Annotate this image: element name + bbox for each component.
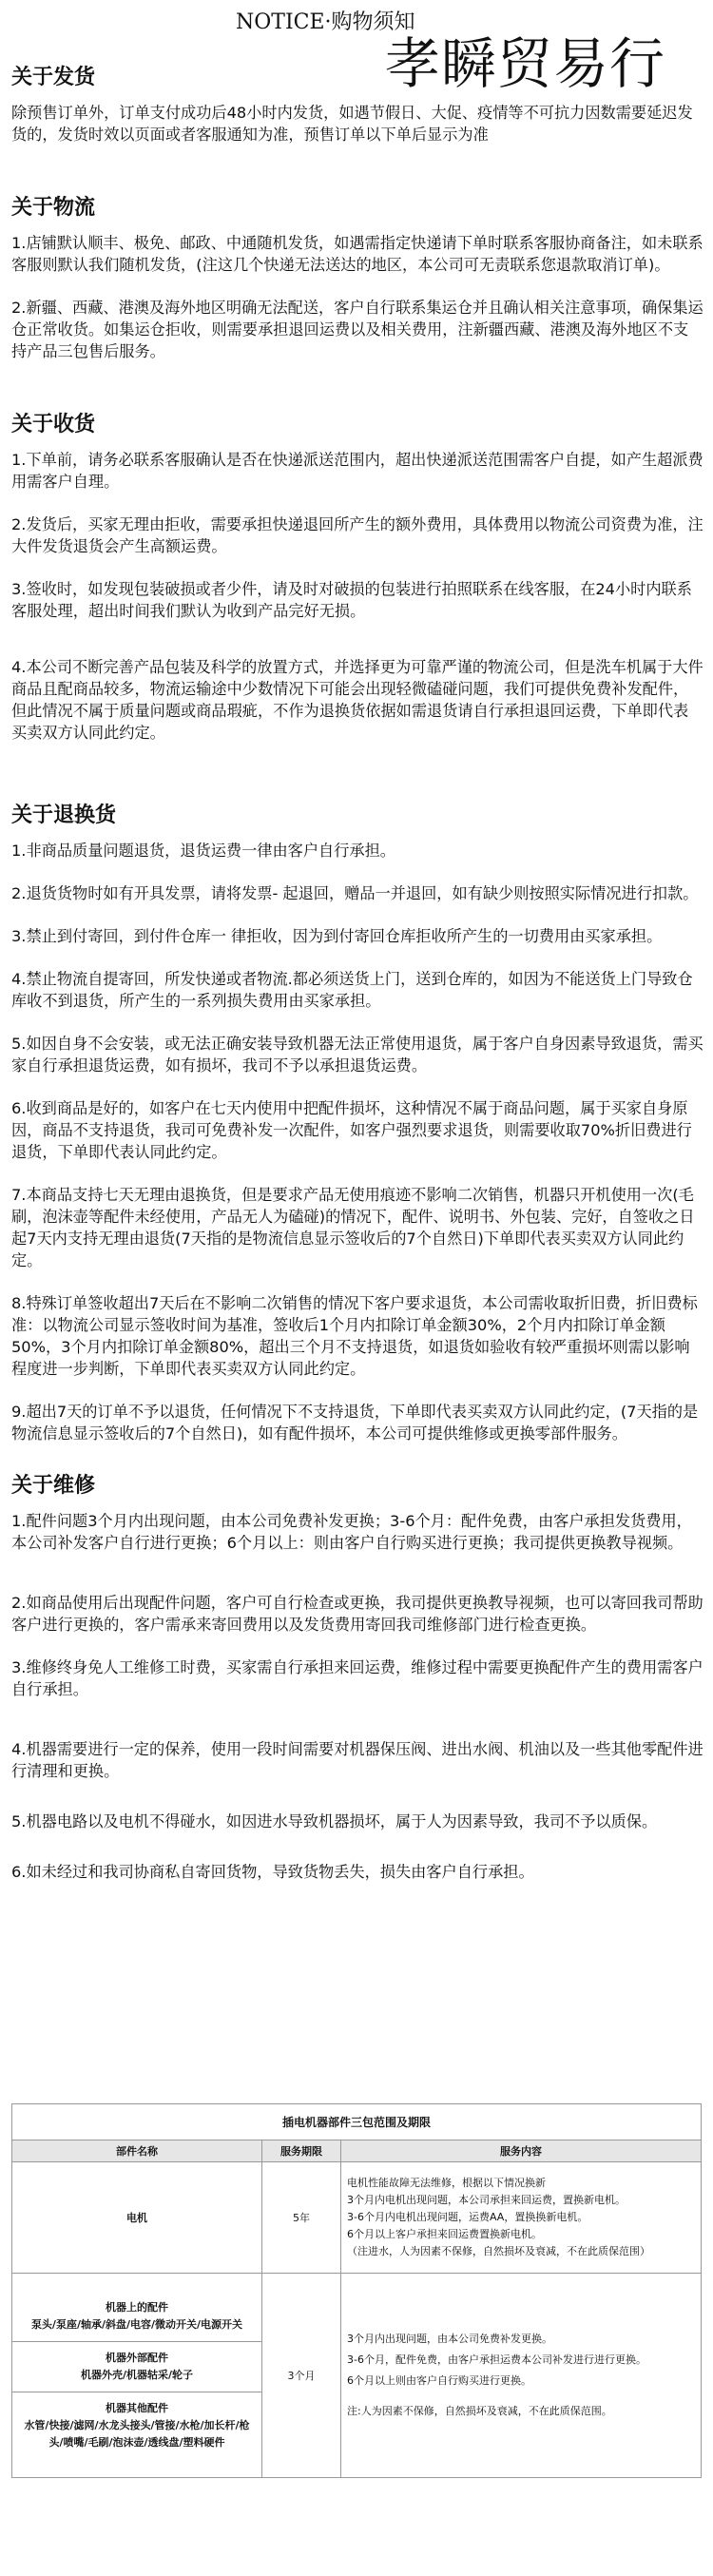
section-title-returns: 关于退换货 xyxy=(11,804,117,827)
parts-line: 6个月以上则由客户自行购买进行更换。 xyxy=(347,2374,531,2387)
brand-watermark: 孝瞬贸易行 xyxy=(385,31,666,96)
receiving-paragraph-3: 3.签收时，如发现包装破损或者少件，请及时对破损的包装进行拍照联系在线客服，在24小时内联系客服处理，超出时间我们默认为收到产品完好无损。 xyxy=(11,580,692,620)
returns-paragraph-7: 7.本商品支持七天无理由退换货，但是要求产品无使用痕迹不影响二次销售，机器只开机使用一次(毛刷，泡沫壶等配件未经使用，产品无人为磕碰)的情况下，配件、说明书、外包装、完好，自签收之日起7天内支持无理由退货(7天指的是物流信息显示签收后的7个自然日)下单即代表买卖双方认同此约定。 xyxy=(11,1186,695,1269)
group-title: 机器其他配件 xyxy=(106,2402,168,2414)
group-items: 泵头/泵座/轴承/斜盘/电容/微动开关/电源开关 xyxy=(30,2318,243,2331)
logistics-paragraph-2: 2.新疆、西藏、港澳及海外地区明确无法配送，客户自行联系集运仓并且确认相关注意事项，确保集运仓正常收货。如集运仓拒收，则需要承担退回运费以及相关费用，注新疆西藏、港澳及海外地区不支持产品三包售后服务。 xyxy=(11,299,703,360)
table-row xyxy=(12,2274,702,2478)
group-items: 机器外壳/机器轱采/轮子 xyxy=(80,2369,194,2381)
section-title-shipping: 关于发货 xyxy=(11,66,96,89)
repair-paragraph-1: 1.配件问题3个月内出现问题，由本公司免费补发更换；3-6个月：配件免费，由客户承担发货费用，本公司补发客户自行进行更换；6个月以上：则由客户自行购买进行更换；我司提供更换教导视频。 xyxy=(11,1512,692,1552)
parts-line: 3-6个月，配件免费，由客户承担运费本公司补发进行进行更换。 xyxy=(347,2353,646,2366)
repair-paragraph-3: 3.维修终身免人工维修工时费，买家需自行承担来回运费，维修过程中需要更换配件产生的费用需客户自行承担。 xyxy=(11,1658,703,1698)
notice-title: NOTICE·购物须知 xyxy=(236,10,415,34)
repair-paragraph-6: 6.如未经过和我司协商私自寄回货物，导致货物丢失，损失由客户自行承担。 xyxy=(11,1863,534,1881)
motor-line: 3-6个月内电机出现问题，运费AA，置换换新电机。 xyxy=(347,2211,588,2223)
repair-paragraph-4: 4.机器需要进行一定的保养，使用一段时间需要对机器保压阀、进出水阀、机油以及一些其他零配件进行清理和更换。 xyxy=(11,1740,703,1780)
parts-groups-cell xyxy=(12,2274,262,2478)
returns-paragraph-9: 9.超出7天的订单不予以退货，任何情况下不支持退货，下单即代表买卖双方认同此约定，(7天指的是物流信息显示签收后的7个自然日)，如有配件损坏，本公司可提供维修或更换零部件服务。 xyxy=(11,1403,699,1443)
group-title: 机器上的配件 xyxy=(106,2301,168,2314)
returns-paragraph-5: 5.如因自身不会安装，或无法正确安装导致机器无法正常使用退货，属于客户自身因素导致退货，需买家自行承担退货运费，如有损坏，我司不予以承担退货运费。 xyxy=(11,1035,703,1075)
motor-line: （注进水，人为因素不保修，自然损坏及衰减，不在此质保范围） xyxy=(347,2245,650,2257)
repair-paragraph-2: 2.如商品使用后出现配件问题，客户可自行检查或更换，我司提供更换教导视频，也可以寄回我司帮助客户进行更换的，客户需承来寄回费用以及发货费用寄回我司维修部门进行检查更换。 xyxy=(11,1594,703,1634)
parts-line: 注:人为因素不保修，自然损坏及衰减，不在此质保范围。 xyxy=(347,2405,612,2417)
motor-period: 5年 xyxy=(262,2162,341,2274)
parts-line: 3个月内出现问题，由本公司免费补发更换。 xyxy=(347,2333,552,2345)
returns-paragraph-3: 3.禁止到付寄回，到付件仓库一 律拒收，因为到付寄回仓库拒收所产生的一切费用由买家承担。 xyxy=(11,927,663,945)
receiving-paragraph-4: 4.本公司不断完善产品包装及科学的放置方式，并选择更为可靠严谨的物流公司，但是洗车机属于大件商品且配商品较多，物流运输途中少数情况下可能会出现轻微磕碰问题，我们可提供免费补发配件，但此情况不属于质量问题或商品瑕疵，不作为退换货依据如需退货请自行承担退回运费，下单即代表买卖双方认同此约定。 xyxy=(11,658,703,742)
group-items: 水管/快接/滤网/水龙头接头/管接/水枪/加长杆/枪头/喷嘴/毛刷/泡沫壶/透线盘/塑料硬件 xyxy=(24,2419,250,2449)
section-title-receiving: 关于收货 xyxy=(11,413,96,436)
table-header-row xyxy=(12,2140,702,2162)
section-title-logistics: 关于物流 xyxy=(11,196,96,220)
repair-paragraph-5: 5.机器电路以及电机不得碰水，如因进水导致机器损坏，属于人为因素导致，我司不予以质保。 xyxy=(11,1812,658,1830)
shipping-paragraph: 除预售订单外，订单支付成功后48小时内发货，如遇节假日、大促、疫情等不可抗力因数需要延迟发货的，发货时效以页面或者客服通知为准，预售订单以下单后显示为准 xyxy=(11,104,693,144)
parts-service-content xyxy=(341,2274,702,2478)
motor-service-content xyxy=(341,2162,702,2274)
motor-line: 电机性能故障无法维修，根据以下情况换新 xyxy=(347,2177,546,2189)
receiving-paragraph-2: 2.发货后，买家无理由拒收，需要承担快递退回所产生的额外费用，具体费用以物流公司资费为准，注大件发货退货会产生高额运费。 xyxy=(11,515,703,555)
warranty-table xyxy=(11,2103,702,2478)
returns-paragraph-1: 1.非商品质量问题退货，退货运费一律由客户自行承担。 xyxy=(11,842,395,860)
notice-body xyxy=(0,61,713,1883)
returns-paragraph-6: 6.收到商品是好的，如客户在七天内使用中把配件损坏，这种情况不属于商品问题，属于买家自身原因，商品不支持退货，我司可免费补发一次配件，如客户强烈要求退货，则需要收取70%折旧费进行退货，下单即代表认同此约定。 xyxy=(11,1099,692,1161)
returns-paragraph-2: 2.退货货物时如有开具发票，请将发票- 起退回，赠品一并退回，如有缺少则按照实际情况进行扣款。 xyxy=(11,884,699,902)
parts-period: 3个月 xyxy=(262,2274,341,2478)
returns-paragraph-8: 8.特殊订单签收超出7天后在不影响二次销售的情况下客户要求退货，本公司需收取折旧费，折旧费标准：以物流公司显示签收时间为基准，签收后1个月内扣除订单金额30%，2个月内扣除订单金额50%，3个月内扣除订单金额80%，超出三个月不支持退货，如退货如验收有较严重损坏则需以影响程度进一步判断，下单即代表买卖双方认同此约定。 xyxy=(11,1294,698,1378)
table-caption: 插电机器部件三包范围及期限 xyxy=(11,2103,702,2140)
motor-line: 6个月以上客户承担来回运费置换新电机。 xyxy=(347,2228,542,2240)
section-title-repair: 关于维修 xyxy=(11,1474,96,1498)
header-service-period: 服务期限 xyxy=(262,2140,341,2162)
header-part-name: 部件名称 xyxy=(12,2140,262,2162)
table-row xyxy=(12,2162,702,2274)
returns-paragraph-4: 4.禁止物流自提寄回，所发快递或者物流.都必须送货上门，送到仓库的，如因为不能送货上门导致仓库收不到退货，所产生的一系列损失费用由买家承担。 xyxy=(11,970,693,1010)
header-service-content: 服务内容 xyxy=(341,2140,702,2162)
group-title: 机器外部配件 xyxy=(106,2352,168,2364)
logistics-paragraph-1: 1.店铺默认顺丰、极免、邮政、中通随机发货，如遇需指定快递请下单时联系客服协商备注，如未联系客服则默认我们随机发货，(注这几个快递无法送达的地区，本公司可无责联系您退款取消订单)。 xyxy=(11,234,703,274)
motor-part-name: 电机 xyxy=(12,2162,262,2274)
receiving-paragraph-1: 1.下单前，请务必联系客服确认是否在快递派送范围内，超出快递派送范围需客户自提，如产生超派费用需客户自理。 xyxy=(11,451,703,491)
motor-line: 3个月内电机出现问题，本公司承担来回运费，置换新电机。 xyxy=(347,2194,626,2206)
